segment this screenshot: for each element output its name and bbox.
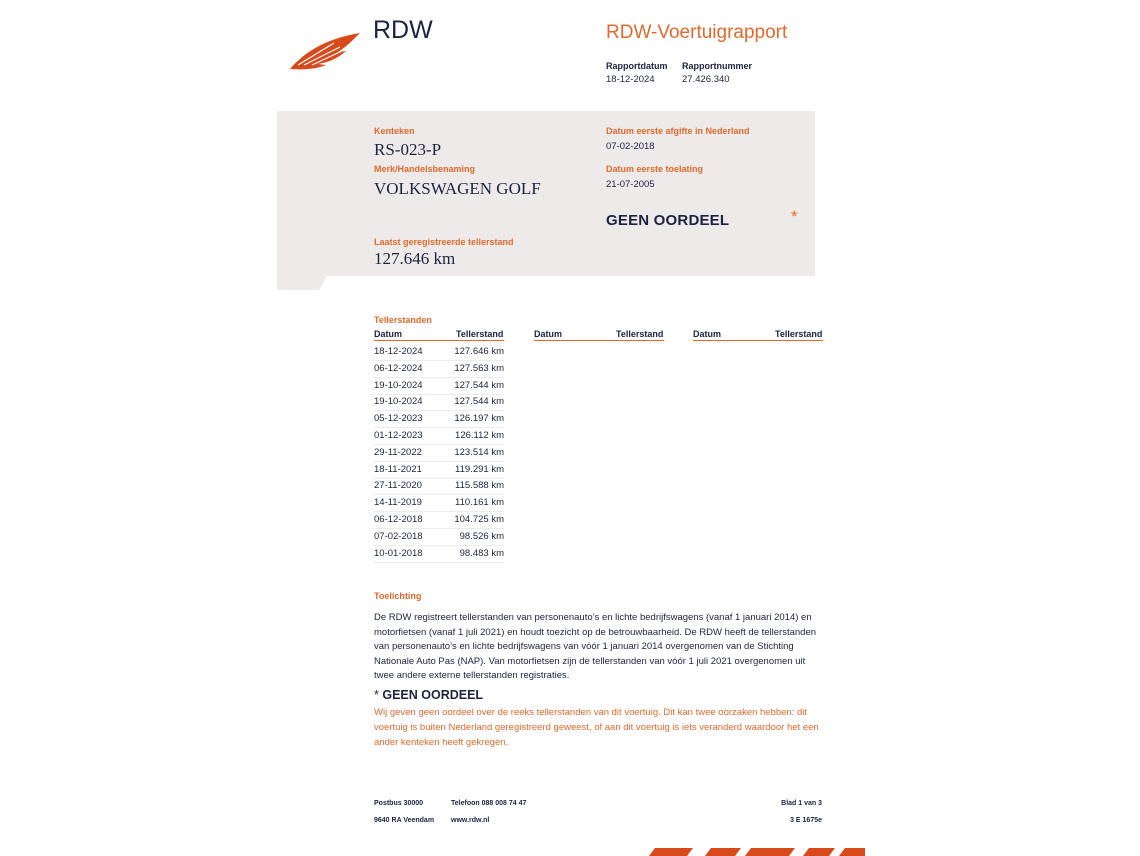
report-number: 27.426.340: [682, 74, 730, 85]
explanation-verdict-label: GEEN OORDEEL: [382, 688, 484, 702]
explanation-title: Toelichting: [374, 591, 422, 601]
header-rule-2: [534, 340, 664, 341]
reading-date: 05-12-2023: [374, 413, 423, 425]
table-row: [374, 377, 504, 395]
rdw-feather-logo: [288, 31, 364, 71]
plate-value: RS-023-P: [374, 140, 442, 159]
header-rule-1: [374, 340, 504, 341]
explanation-verdict-prefix: *: [374, 688, 379, 702]
table-row: [374, 528, 504, 546]
table-row: [374, 410, 504, 428]
report-title: RDW-Voertuigrapport: [606, 22, 788, 43]
footer-city: 9640 RA Veendam: [374, 817, 435, 824]
reading-value: 115.588 km: [455, 480, 504, 492]
reading-value: 110.161 km: [455, 497, 504, 509]
col-value-1: Tellerstand: [456, 329, 504, 339]
logo-text: RDW: [373, 16, 433, 44]
table-row: [374, 343, 504, 361]
odometer-label: Laatst geregistreerde tellerstand: [374, 237, 514, 247]
footer-phone: Telefoon 088 008 74 47: [451, 800, 527, 807]
explanation-text: De RDW registreert tellerstanden van personenauto’s en lichte bedrijfswagens (vanaf 1 januari 2014) en motorfietsen (vanaf 1 juli 2021) en houdt toezicht op de betrouwbaarheid. De RDW heeft de tellerstanden van personenauto’s en lichte bedrijfswagens van vóór 1 januari 2014 overgenomen van de Stichting Nationale Auto Pas (NAP). Van motorfietsen zijn de tellerstanden van vóór 1 juli 2021 overgenomen uit twee andere externe tellerstanden registraties.: [374, 612, 817, 682]
table-row: [374, 545, 504, 563]
col-date-1: Datum: [374, 329, 403, 339]
table-row: [374, 511, 504, 529]
reading-value: 123.514 km: [454, 446, 504, 458]
report-date-label: Rapportdatum: [606, 61, 668, 71]
make-value: VOLKSWAGEN GOLF: [374, 179, 541, 198]
col-date-3: Datum: [693, 329, 722, 339]
reading-value: 104.725 km: [454, 514, 504, 525]
reading-date: 18-12-2024: [374, 346, 423, 357]
make-label: Merk/Handelsbenaming: [374, 164, 476, 174]
first-admission-value: 21-07-2005: [606, 179, 655, 190]
reading-date: 10-01-2018: [374, 547, 423, 559]
verdict: GEEN OORDEEL: [606, 212, 730, 229]
reading-date: 18-11-2021: [374, 463, 422, 475]
table-row: [374, 444, 504, 462]
footer-postbus: Postbus 30000: [374, 800, 424, 807]
table-row: [374, 461, 504, 479]
col-date-2: Datum: [534, 329, 563, 339]
first-issue-nl-value: 07-02-2018: [606, 141, 655, 152]
explanation-verdict: [374, 688, 483, 702]
reading-date: 19-10-2024: [374, 396, 423, 408]
report-date: 18-12-2024: [606, 74, 655, 85]
reading-value: 126.197 km: [454, 413, 504, 425]
reading-date: 06-12-2018: [374, 514, 423, 525]
footer-web: www.rdw.nl: [451, 817, 490, 824]
reading-date: 14-11-2019: [374, 497, 422, 509]
reading-date: 06-12-2024: [374, 362, 423, 374]
reading-date: 01-12-2023: [374, 430, 423, 441]
reading-date: 07-02-2018: [374, 530, 423, 542]
reading-value: 127.646 km: [454, 346, 504, 357]
plate-label: Kenteken: [374, 126, 415, 136]
report-number-label: Rapportnummer: [682, 61, 753, 71]
footer-page: Blad 1 van 3: [781, 800, 822, 807]
table-row: [374, 360, 504, 378]
table-row: [374, 393, 504, 411]
table-row: [374, 477, 504, 495]
reading-value: 127.563 km: [454, 362, 504, 374]
reading-value: 127.544 km: [454, 396, 504, 408]
odometer-value: 127.646 km: [374, 249, 456, 268]
footer-code: 3 E 1675e: [790, 817, 822, 824]
reading-date: 29-11-2022: [374, 446, 422, 458]
reading-value: 98.526 km: [459, 530, 504, 542]
first-issue-nl-label: Datum eerste afgifte in Nederland: [606, 126, 750, 136]
table-row: [374, 427, 504, 445]
col-value-2: Tellerstand: [616, 329, 664, 339]
reading-value: 126.112 km: [455, 430, 504, 441]
header-rule-3: [693, 340, 823, 341]
verdict-asterisk: *: [791, 207, 798, 226]
reading-value: 119.291 km: [455, 463, 504, 475]
readings-title: Tellerstanden: [374, 315, 432, 325]
reading-value: 98.483 km: [459, 547, 504, 559]
reading-value: 127.544 km: [454, 379, 504, 391]
summary-panel-tab: [277, 276, 327, 290]
col-value-3: Tellerstand: [775, 329, 823, 339]
reading-date: 19-10-2024: [374, 379, 423, 391]
verdict-explanation-text: Wij geven geen oordeel over de reeks tellerstanden van dit voertuig. Dit kan twee oorzaken hebben: dit voertuig is buiten Nederland geregistreerd geweest, of aan dit voertuig is iets veranderd waardoor het een ander kenteken heeft gekregen.: [374, 707, 819, 748]
first-admission-label: Datum eerste toelating: [606, 164, 704, 174]
reading-date: 27-11-2020: [374, 480, 422, 492]
table-row: [374, 494, 504, 512]
